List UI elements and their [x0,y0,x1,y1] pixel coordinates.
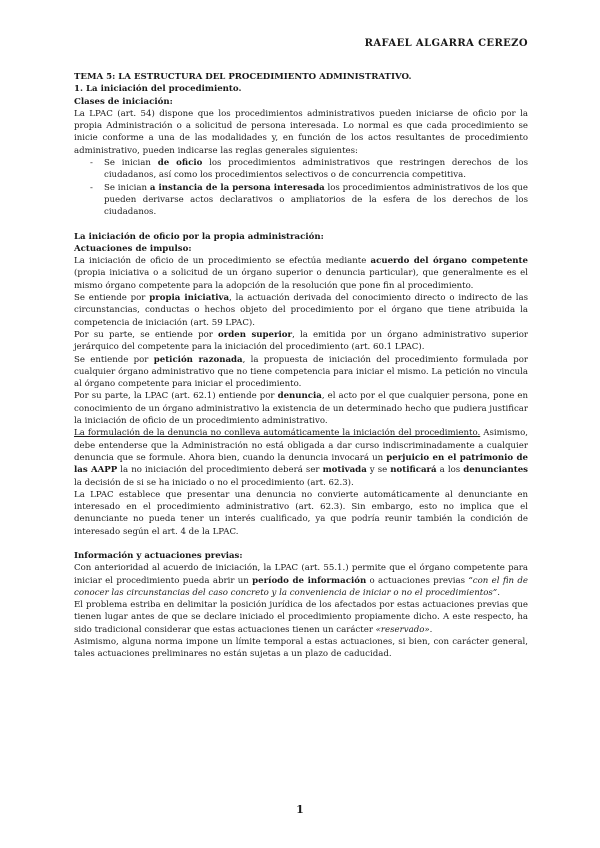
paragraph: Por su parte, la LPAC (art. 62.1) entiende por denuncia, el acto por el que cualquier persona, pone en conocimiento de un órgano administrativo la existencia de un determinado hecho que pudiera justificar la iniciación de oficio de un procedimiento administrativo. [74,391,528,427]
chapter-title: TEMA 5: LA ESTRUCTURA DEL PROCEDIMIENTO ADMINISTRATIVO. [74,72,412,82]
document-body [74,71,528,661]
page-number: 1 [296,803,304,816]
paragraph: Se entiende por petición razonada, la propuesta de iniciación del procedimiento formulada por cualquier órgano administrativo que no tiene competencia para iniciar el mismo. La petición no vincula al órgano competente para iniciar el procedimiento. [74,354,529,390]
list-item: - Se inician a instancia de la persona interesada los procedimientos administrativos de los que pueden derivarse actos declarativos o ampliatorios de la esfera de los derechos de los ciudadanos. [74,182,528,219]
paragraph: Asimismo, alguna norma impone un límite temporal a estas actuaciones, si bien, con carácter general, tales actuaciones preliminares no están sujetas a un plazo de caducidad. [74,637,528,660]
paragraph: Con anterioridad al acuerdo de iniciación, la LPAC (art. 55.1.) permite que el órgano competente para iniciar el procedimiento pueda abrir un período de información o actuaciones previas “con el fin de conocer las circunstancias del caso concreto y la conveniencia de iniciar o no el procedimientos”. [74,563,529,598]
paragraph: El problema estriba en delimitar la posición jurídica de los afectados por estas actuaciones previas que tienen lugar antes de que se declare iniciado el procedimiento propiamente dicho. A este respecto, ha sido tradicional considerar que estas actuaciones tienen un carácter «reservado». [74,600,528,635]
section3-heading: Información y actuaciones previas: [74,550,243,561]
initiation-list [74,157,528,218]
section1-subheading: Clases de iniciación: [74,96,173,107]
list-item: - Se inician de oficio los procedimientos administrativos que restringen derechos de los ciudadanos, así como los procedimientos selectivos o de concurrencia competitiva. [74,157,528,182]
author-header: RAFAEL ALGARRA CEREZO [364,38,528,49]
section1-intro: La LPAC (art. 54) dispone que los procedimientos administrativos pueden iniciarse de oficio por la propia Administración o a solicitud de persona interesada. Lo normal es que cada procedimiento se inicie conforme a una de las modalidades y, en función de los actos resultantes de procedimiento administrativo, pueden indicarse las reglas generales siguientes: [74,108,528,156]
paragraph: La iniciación de oficio de un procedimiento se efectúa mediante acuerdo del órgano competente (propia iniciativa o a solicitud de un órgano superior o denuncia particular), que generalmente es el mismo órgano competente para la adopción de la resolución que pone fin al procedimiento. [74,256,528,291]
paragraph: Por su parte, se entiende por orden superior, la emitida por un órgano administrativo superior jerárquico del competente para la iniciación del procedimiento (art. 60.1 LPAC). [74,329,528,353]
section2-heading: La iniciación de oficio por la propia administración: [74,231,324,242]
section1-heading: 1. La iniciación del procedimiento. [74,84,242,95]
paragraph: La LPAC establece que presentar una denuncia no convierte automáticamente al denunciante en interesado en el procedimiento administrativo (art. 62.3). Sin embargo, esto no implica que el denunciante no pueda tener un interés cualificado, ya que podría reunir también la condición de interesado según el art. 4 de la LPAC. [74,489,528,537]
paragraph: La formulación de la denuncia no conlleva automáticamente la iniciación del procedimiento. Asimismo, debe entenderse que la Administración no está obligada a dar curso indiscriminadamente a cualquier denuncia que se formule. Ahora bien, cuando la denuncia invocará un perjuicio en el patrimonio de las AAPP la no iniciación del procedimiento deberá ser motivada y se notificará a los denunciantes la decisión de si se ha iniciado o no el procedimiento (art. 62.3). [74,428,529,488]
paragraph: Se entiende por propia iniciativa, la actuación derivada del conocimiento directo o indirecto de las circunstancias, conductas o hechos objeto del procedimiento por el órgano que tiene atribuida la competencia de iniciación (art. 59 LPAC). [74,293,528,328]
section2-subheading: Actuaciones de impulso: [74,243,192,254]
